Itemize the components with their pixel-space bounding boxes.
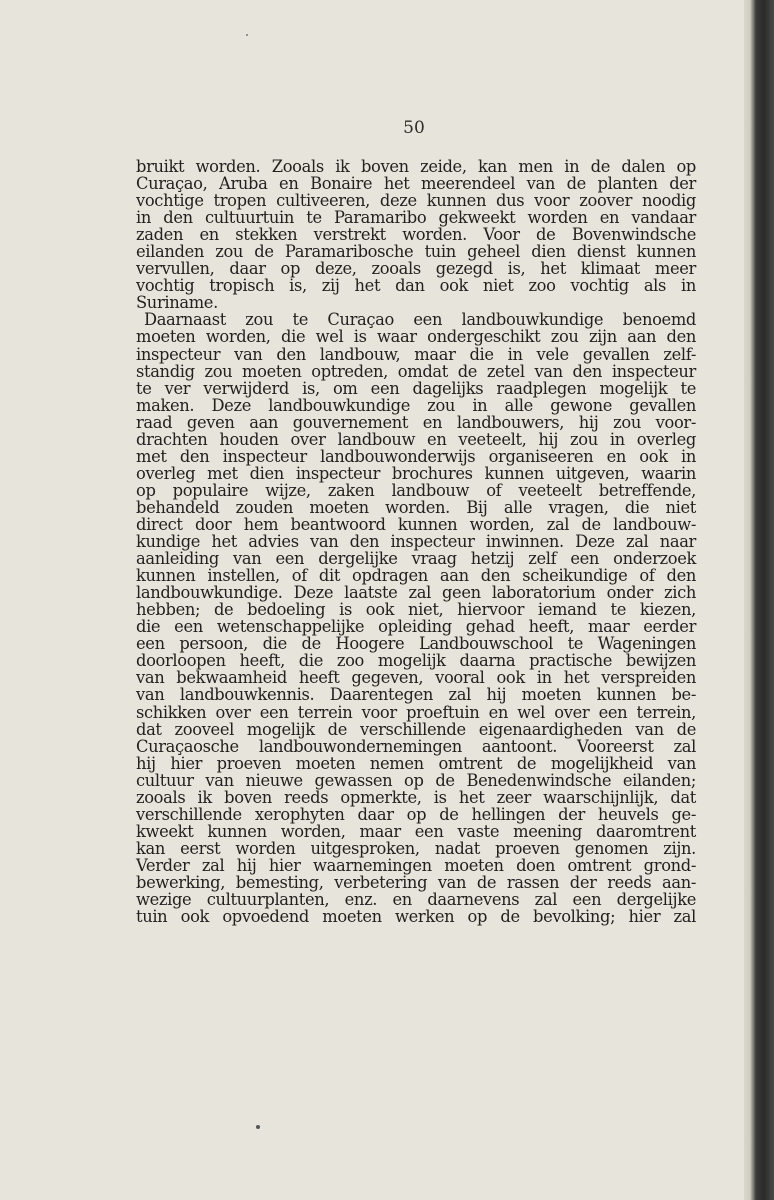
text-line: landbouwkundige. Deze laatste zal geen laboratorium onder zich [136, 583, 696, 603]
text-line: maken. Deze landbouwkundige zou in alle gewone gevallen [136, 395, 696, 415]
text-line: zaden en stekken verstrekt worden. Voor de Bovenwindsche [136, 225, 696, 245]
text-line: van landbouwkennis. Daarentegen zal hij moeten kunnen be- [136, 685, 696, 705]
text-line: doorloopen heeft, die zoo mogelijk daarna practische bewijzen [136, 651, 696, 671]
text-line: bruikt worden. Zooals ik boven zeide, kan men in de dalen op [136, 157, 696, 176]
paper-speck [246, 34, 248, 36]
text-line: Daarnaast zou te Curaçao een landbouwkundige benoemd [144, 310, 696, 330]
text-line: overleg met dien inspecteur brochures kunnen uitgeven, waarin [136, 463, 696, 483]
text-line: kundige het advies van den inspecteur inwinnen. Deze zal naar [136, 532, 696, 552]
text-line: kunnen instellen, of dit opdragen aan den scheikundige of den [136, 566, 696, 586]
text-line: schikken over een terrein voor proeftuin en wel over een terrein, [136, 702, 696, 722]
text-line: kan eerst worden uitgesproken, nadat proeven genomen zijn. [136, 838, 696, 858]
text-line: vervullen, daar op deze, zooals gezegd is, het klimaat meer [136, 259, 696, 279]
text-line: hij hier proeven moeten nemen omtrent de mogelijkheid van [136, 753, 696, 773]
text-line: van bekwaamheid heeft gegeven, vooral ook in het verspreiden [136, 668, 696, 688]
text-line: drachten houden over landbouw en veeteelt, hij zou in overleg [136, 429, 696, 449]
text-line: hebben; de bedoeling is ook niet, hiervoor iemand te kiezen, [136, 600, 696, 620]
text-line: een persoon, die de Hoogere Landbouwschool te Wageningen [136, 634, 696, 654]
text-line: tuin ook opvoedend moeten werken op de bevolking; hier zal [136, 907, 696, 927]
text-line: wezige cultuurplanten, enz. en daarnevens zal een dergelijke [136, 890, 696, 910]
text-line: Suriname. [136, 293, 218, 313]
text-line: Curaçao, Aruba en Bonaire het meerendeel van de planten der [136, 174, 696, 194]
text-line: verschillende xerophyten daar op de hellingen der heuvels ge- [136, 804, 696, 824]
text-line: eilanden zou de Paramaribosche tuin geheel dien dienst kunnen [136, 242, 696, 262]
text-line: aanleiding van een dergelijke vraag hetzij zelf een onderzoek [136, 549, 696, 569]
text-line: te ver verwijderd is, om een dagelijks raadplegen mogelijk te [136, 378, 696, 398]
page-number: 50 [403, 118, 425, 138]
text-line: dat zooveel mogelijk de verschillende eigenaardigheden van de [136, 719, 696, 739]
text-line: met den inspecteur landbouwonderwijs organiseeren en ook in [136, 446, 696, 466]
text-line: raad geven aan gouvernement en landbouwers, hij zou voor- [136, 412, 696, 432]
text-line: cultuur van nieuwe gewassen op de Benedenwindsche eilanden; [136, 770, 696, 790]
text-line: zooals ik boven reeds opmerkte, is het zeer waarschijnlijk, dat [136, 787, 696, 807]
text-line: bewerking, bemesting, verbetering van de rassen der reeds aan- [136, 872, 696, 892]
text-line: op populaire wijze, zaken landbouw of veeteelt betreffende, [136, 480, 696, 500]
text-line: in den cultuurtuin te Paramaribo gekweekt worden en vandaar [136, 208, 696, 228]
text-line: vochtige tropen cultiveeren, deze kunnen dus voor zoover noodig [136, 191, 696, 211]
text-line: Verder zal hij hier waarnemingen moeten doen omtrent grond- [136, 855, 696, 875]
text-line: moeten worden, die wel is waar ondergeschikt zou zijn aan den [136, 327, 696, 347]
paper-speck [256, 1125, 260, 1129]
text-line: behandeld zouden moeten worden. Bij alle vragen, die niet [136, 497, 696, 517]
text-line: inspecteur van den landbouw, maar die in vele gevallen zelf- [136, 344, 696, 364]
text-line: die een wetenschappelijke opleiding gehad heeft, maar eerder [136, 617, 696, 637]
text-line: direct door hem beantwoord kunnen worden, zal de landbouw- [136, 514, 696, 534]
body-text [136, 158, 696, 925]
text-line: kweekt kunnen worden, maar een vaste meening daaromtrent [136, 821, 696, 841]
text-line: standig zou moeten optreden, omdat de zetel van den inspecteur [136, 361, 696, 381]
text-line: Curaçaosche landbouwondernemingen aantoont. Vooreerst zal [136, 736, 696, 756]
page-edge-binding [744, 0, 774, 1200]
text-line: vochtig tropisch is, zij het dan ook niet zoo vochtig als in [136, 276, 696, 296]
